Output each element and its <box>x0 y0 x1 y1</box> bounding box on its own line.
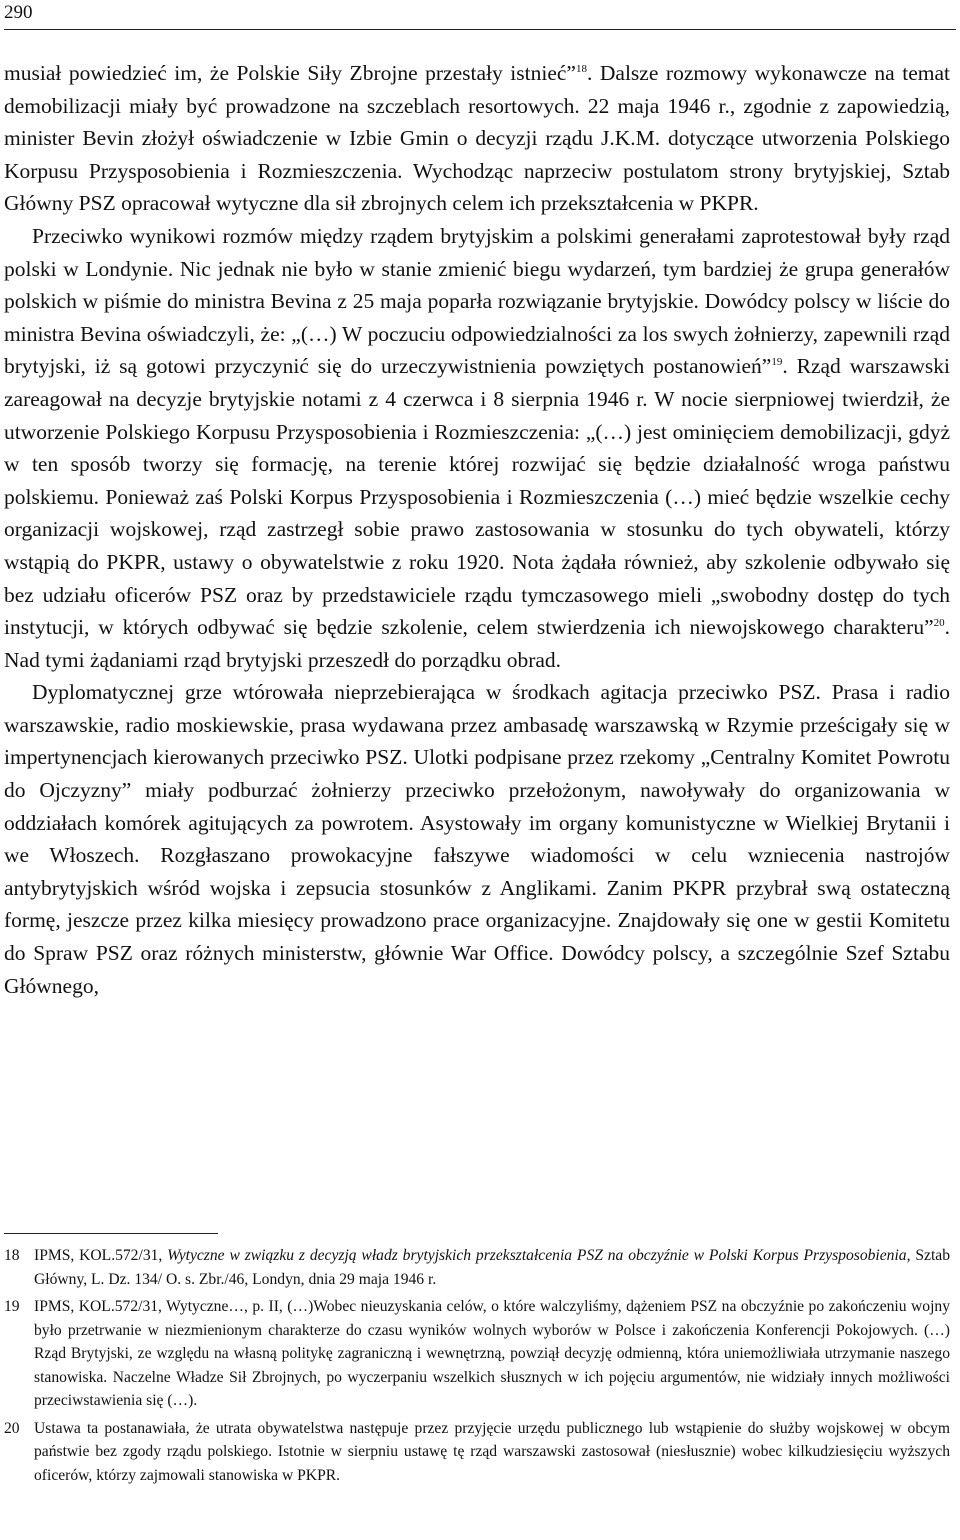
footnote-separator <box>4 1233 218 1234</box>
page-number: 290 <box>4 2 33 23</box>
paragraph <box>4 57 950 220</box>
text-run: . Dalsze rozmowy wykonawcze na temat demobilizacji miały być prowadzone na szczeblach resortowych. 22 maja 1946 r., zgodnie z zapowiedzią, minister Bevin złożył oświadczenie w Izbie Gmin o decyzji rządu J.K.M. dotyczące utworzenia Polskiego Korpusu Przysposobienia i Rozmieszczenia. Wychodząc naprzeciw postulatom strony brytyjskiej, Sztab Główny PSZ opracował wytyczne dla sił zbrojnych celem ich przekształcenia w PKPR. <box>4 61 950 216</box>
footnote-reference: 19 <box>771 356 783 369</box>
text-run: . Nad tymi żądaniami rząd brytyjski przeszedł do porządku obrad. <box>4 615 950 672</box>
footnote-reference: 20 <box>933 617 945 630</box>
footnote-number: 18 <box>4 1247 20 1264</box>
footnote-reference: 18 <box>575 63 587 75</box>
paragraph <box>4 676 950 1002</box>
footnote <box>4 1244 950 1291</box>
footnote <box>4 1417 950 1488</box>
text-run: . Rząd warszawski zareagował na decyzje brytyjskie notami z 4 czerwca i 8 sierpnia 1946 r. W nocie sierpniowej twierdził, że utworzenie Polskiego Korpusu Przysposobienia i Rozmieszczenia: „(…) jest ominięciem demobilizacji, gdyż w ten sposób tworzy się formację, na terenie której rozwijać się będzie działalność wroga państwu polskiemu. Ponieważ zaś Polski Korpus Przysposobienia i Rozmieszczenia (…) mieć będzie wszelkie cechy organizacji wojskowej, rząd zastrzegł sobie prawo zastosowania w stosunku do tych obywateli, którzy wstąpią do PKPR, ustawy o obywatelstwie z roku 1920. Nota żądała również, aby szkolenie odbywało się bez udziału oficerów PSZ oraz by przedstawiciele rządu tymczasowego mieli „swobodny dostęp do tych instytucji, w których odbywać się będzie szkolenie, celem stwierdzenia ich niewojskowego charakteru” <box>4 354 950 640</box>
text-run: Przeciwko wynikowi rozmów między rządem brytyjskim a polskimi generałami zaprotestował były rząd polski w Londynie. Nic jednak nie było w stanie zmienić biegu wydarzeń, tym bardziej że grupa generałów polskich w piśmie do ministra Bevina z 25 maja poparła rozwiązanie brytyjskie. Dowódcy polscy w liście do ministra Bevina oświadczyli, że: „(…) W poczuciu odpowiedzialności za los swych żołnierzy, zapewnili rząd brytyjski, iż są gotowi przyczynić się do urzeczywistnienia powziętych postanowień” <box>4 223 950 379</box>
header-rule <box>4 29 956 30</box>
footnotes <box>4 1244 950 1491</box>
text-run: Ustawa ta postanawiała, że utrata obywatelstwa następuje przez przyjęcie urzędu publicznego lub wstąpienie do służby wojskowej w obcym państwie bez zgody rządu polskiego. Istotnie w sierpniu ustawę tę rząd warszawski zastosował (niesłusznie) wobec kilkudziesięciu wyższych oficerów, którzy zajmowali stanowiska w PKPR. <box>34 1419 950 1484</box>
text-run: IPMS, KOL.572/31, <box>34 1247 168 1264</box>
italic-title: Wytyczne w związku z decyzją władz brytyjskich przekształcenia PSZ na obczyźnie w Polski Korpus Przysposobienia, <box>167 1247 911 1264</box>
text-run: Dyplomatycznej grze wtórowała nieprzebierająca w środkach agitacja przeciwko PSZ. Prasa i radio warszawskie, radio moskiewskie, prasa wydawana przez ambasadę warszawską w Rzymie prześcigały się w impertynencjach kierowanych przeciwko PSZ. Ulotki podpisane przez rzekomy „Centralny Komitet Powrotu do Ojczyzny” miały podburzać żołnierzy przeciwko przełożonym, nawoływały do organizowania w oddziałach komórek agitujących za powrotem. Asystowały im organy komunistyczne w Wielkiej Brytanii i we Włoszech. Rozgłaszano prowokacyjne fałszywe wiadomości w celu wzniecenia nastrojów antybrytyjskich wśród wojska i zepsucia stosunków z Anglikami. Zanim PKPR przybrał swą ostateczną formę, jeszcze przez kilka miesięcy prowadzono prace organizacyjne. Znajdowały się one w gestii Komitetu do Spraw PSZ oraz różnych ministerstw, głównie War Office. Dowódcy polscy, a szczególnie Szef Sztabu Głównego, <box>4 680 950 998</box>
footnote-number: 19 <box>4 1298 20 1315</box>
paragraph <box>4 220 950 676</box>
text-run: IPMS, KOL.572/31, Wytyczne…, p. II, (…)Wobec nieuzyskania celów, o które walczyliśmy, dążeniem PSZ na obczyźnie po zakończeniu wojny było przetrwanie w niezmienionym charakterze do czasu wyników wolnych wyborów w Polsce i zakończenia Konferencji Pokojowych. (…) Rząd Brytyjski, ze względu na własną politykę zagraniczną i wewnętrzną, powziął decyzję odmienną, która uniemożliwiała utrzymanie naszego stanowiska. Naczelne Władze Sił Zbrojnych, po wyczerpaniu wszelkich słusznych w ich pojęciu argumentów, nie widziały innych możliwości przeciwstawienia się (…). <box>34 1298 950 1409</box>
text-run: musiał powiedzieć im, że Polskie Siły Zbrojne przestały istnieć” <box>4 61 576 85</box>
body-text <box>4 57 950 1002</box>
text-run: Sztab Główny, L. Dz. 134/ O. s. Zbr./46, Londyn, dnia 29 maja 1946 r. <box>34 1247 950 1288</box>
footnote <box>4 1295 950 1413</box>
footnote-number: 20 <box>4 1419 20 1437</box>
